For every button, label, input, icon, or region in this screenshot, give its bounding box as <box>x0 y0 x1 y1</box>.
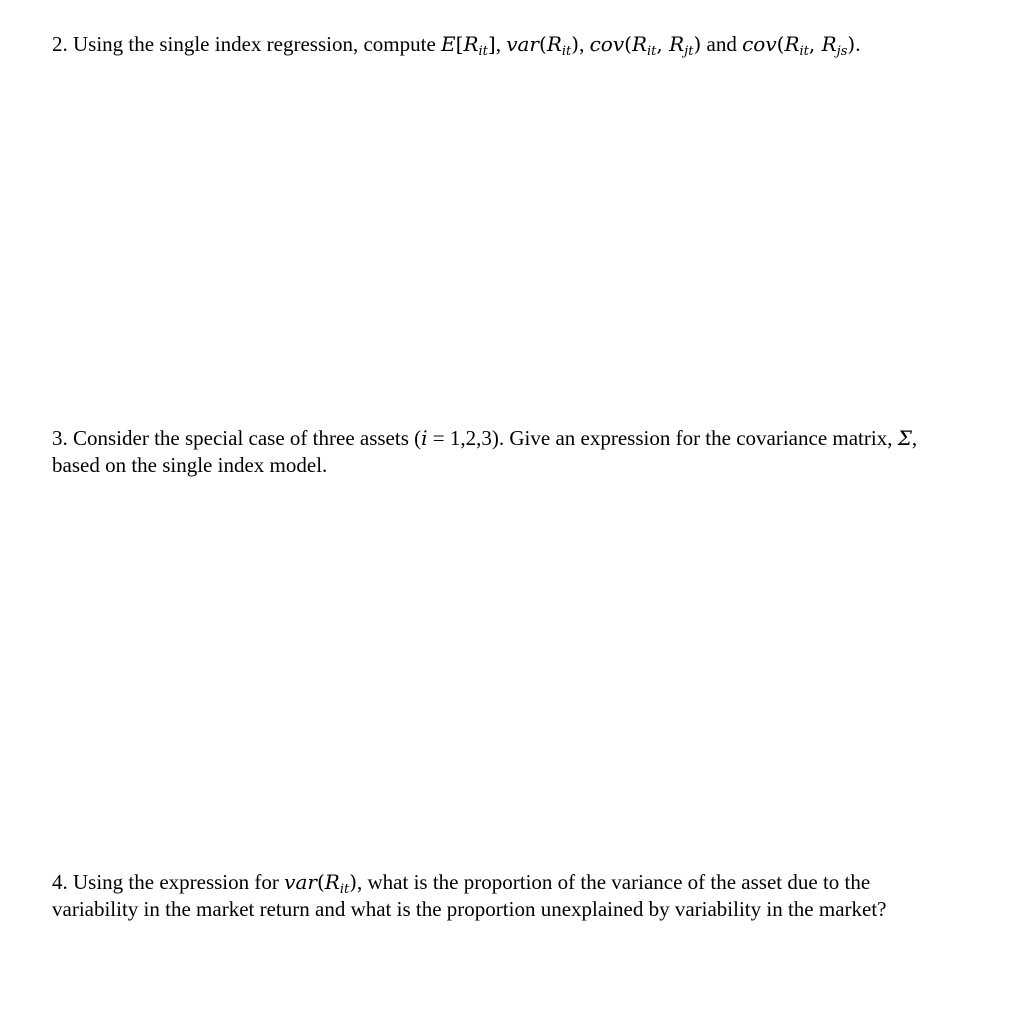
question-3-text: 3. Consider the special case of three assets ( <box>52 426 422 450</box>
covariance-matrix-symbol: Σ <box>897 426 912 450</box>
expected-return-expression: $E[R_{it}]$ <box>441 32 496 59</box>
asset-index-variable: i <box>421 426 428 450</box>
covariance-expression-same-time: $cov(R_{it}$, $R_{jt}$) <box>589 32 702 59</box>
question-2-text: 2. Using the single index regression, compute <box>52 32 442 56</box>
variance-expression: $var(R_{it})$ <box>506 32 580 59</box>
variance-expression: $var(R_{it})$ <box>284 870 358 897</box>
question-2: 2. Using the single index regression, compute $E[R_{it}]$, $var(R_{it})$, $cov(R_{it}$, $R_{jt}$) and $cov(R_{it}$, $R_{js}$). <box>52 32 861 59</box>
covariance-expression-diff-time: $cov(R_{it}$, $R_{js}$) <box>742 32 856 59</box>
question-4-text: 4. Using the expression for <box>52 870 285 894</box>
question-4: 4. Using the expression for $var(R_{it})$, what is the proportion of the variance of the asset due to the variability in the market return and what is the proportion unexplained by variability in the market? <box>52 870 887 921</box>
question-3: 3. Consider the special case of three assets (i = 1,2,3). Give an expression for the covariance matrix, Σ, based on the single index model. <box>52 426 918 477</box>
